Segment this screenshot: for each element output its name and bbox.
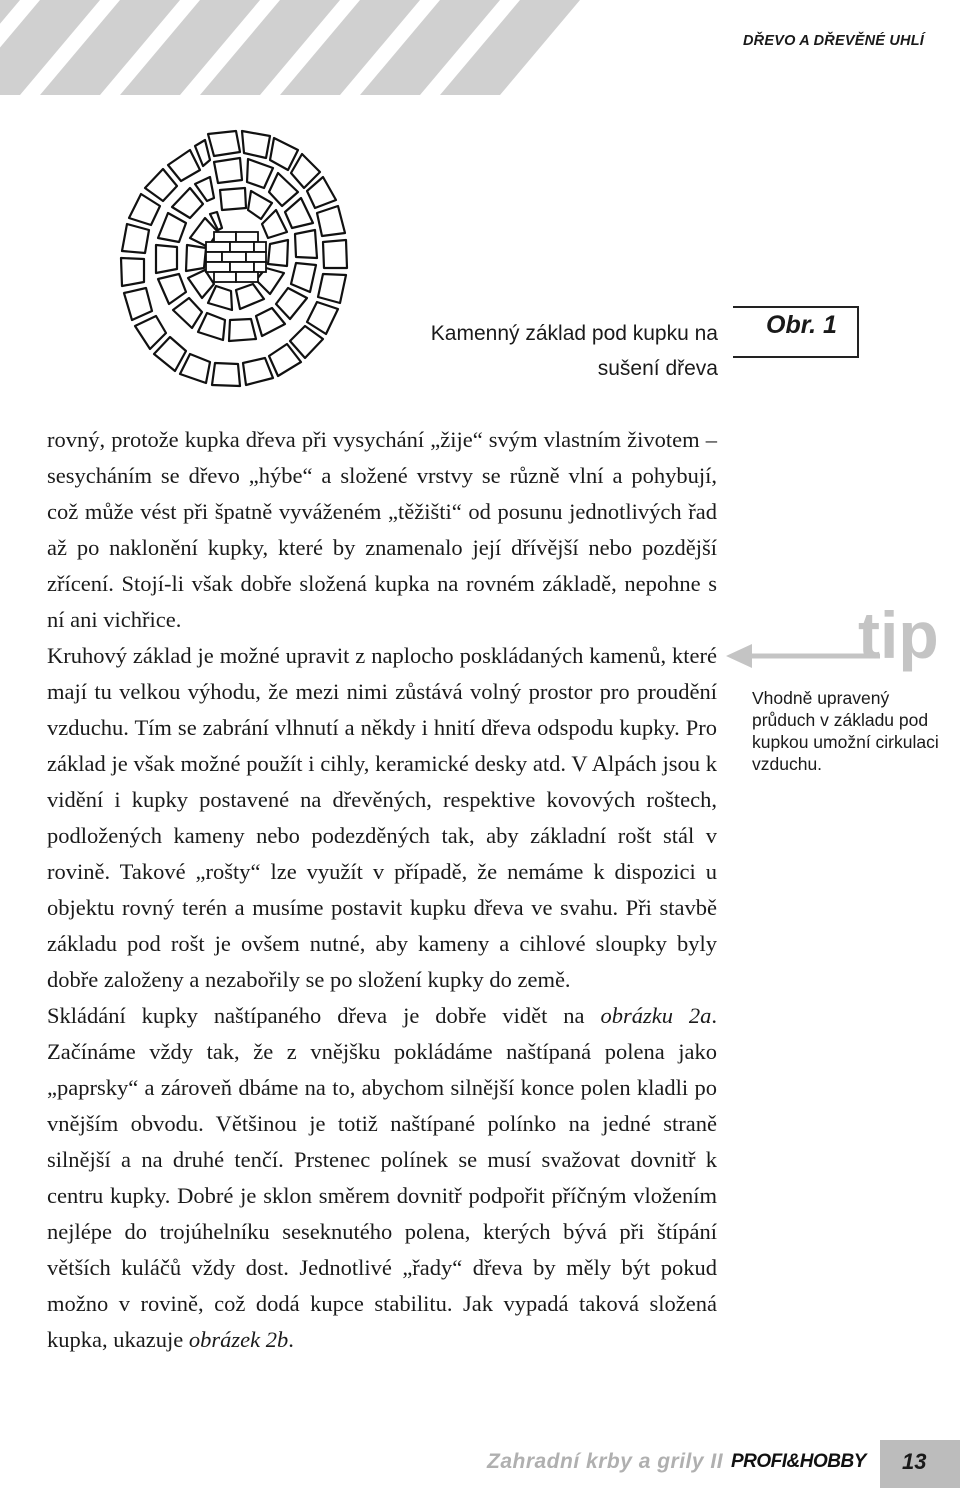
paragraph: rovný, protože kupka dřeva při vysychání „žije“ svým vlastním životem – sesycháním se dřevo „hýbe“ a složené vrstvy se různě vlní a pohybují, což může vést při špatně vyváženém „těžišti“ od posunu jednotlivých řad až po naklonění kupky, které by znamenalo její dřívější nebo pozdější zřícení. Stojí-li však dobře složená kupka na rovném základě, nepohne s ní ani vichřice. (47, 427, 717, 632)
figure-label: Obr. 1 (766, 311, 837, 339)
article-body (47, 422, 717, 1358)
paragraph-text: . (288, 1327, 294, 1352)
paragraph (47, 998, 717, 1358)
tip-arrow-icon (722, 598, 960, 680)
figure-reference: obrázek 2b (188, 1327, 289, 1352)
page-number: 13 (902, 1449, 927, 1474)
tip-label: tip (858, 598, 939, 672)
paragraph-text: . Začínáme vždy tak, že z vnějšku pokládáme naštípaná polena jako „paprsky“ a zároveň dbáme na to, abychom silnější konce polen kladli po vnějším obvodu. Většinou je totiž naštípané polínko na jedné straně silnější a na druhé tenčí. Prstenec polínek se musí svažovat dovnitř k centru kupky. Dobré je sklon směrem dovnitř podpořit příčným vložením nejlépe do trojúhelníku seseknutého polena, kterých bývá při štípání větších kuláčů vždy dost. Jednotlivé „řady“ dřeva by měly být pokud možno v rovině, což dodá kupce stabilitu. Jak vypadá taková složená kupka, ukazuje (47, 1003, 717, 1352)
figure-reference: obrázku 2a (600, 1003, 712, 1028)
caption-line-1: Kamenný základ pod kupku na (430, 322, 718, 345)
footer-brand-logo: PROFI&HOBBY (731, 1451, 866, 1472)
section-title: DŘEVO A DŘEVĚNÉ UHLÍ (743, 33, 924, 49)
figure-caption (380, 316, 718, 386)
tip-note: Vhodně upravený průduch v základu pod kupkou umožní cirkulaci vzduchu. (752, 688, 939, 774)
footer-book-title: Zahradní krby a grily II (487, 1450, 724, 1473)
caption-line-2: sušení dřeva (597, 357, 718, 380)
paragraph: Kruhový základ je možné upravit z naplocho poskládaných kamenů, které mají tu velkou výhodu, že mezi nimi zůstává volný prostor pro proudění vzduchu. Tím se zabrání vlhnutí a někdy i hnití dřeva odspodu kupky. Pro základ je však možné použít i cihly, keramické desky atd. V Alpách jsou k vidění i kupky postavené na dřevěných, respektive kovových roštech, podložených kameny nebo podezděných tak, aby základní rošt stál v rovině. Takové „rošty“ lze využít v případě, že nemáme k dispozici u objektu rovný terén a musíme postavit kupku dřeva ve svahu. Při stavbě základu pod rošt je ovšem nutné, aby kameny a cihlové sloupky byly dobře založeny a nezabořily se po složení kupky do země. (47, 643, 717, 992)
stone-foundation-illustration (110, 128, 360, 403)
paragraph-text: Skládání kupky naštípaného dřeva je dobře vidět na (47, 1003, 601, 1028)
page-number-box (880, 1440, 960, 1488)
